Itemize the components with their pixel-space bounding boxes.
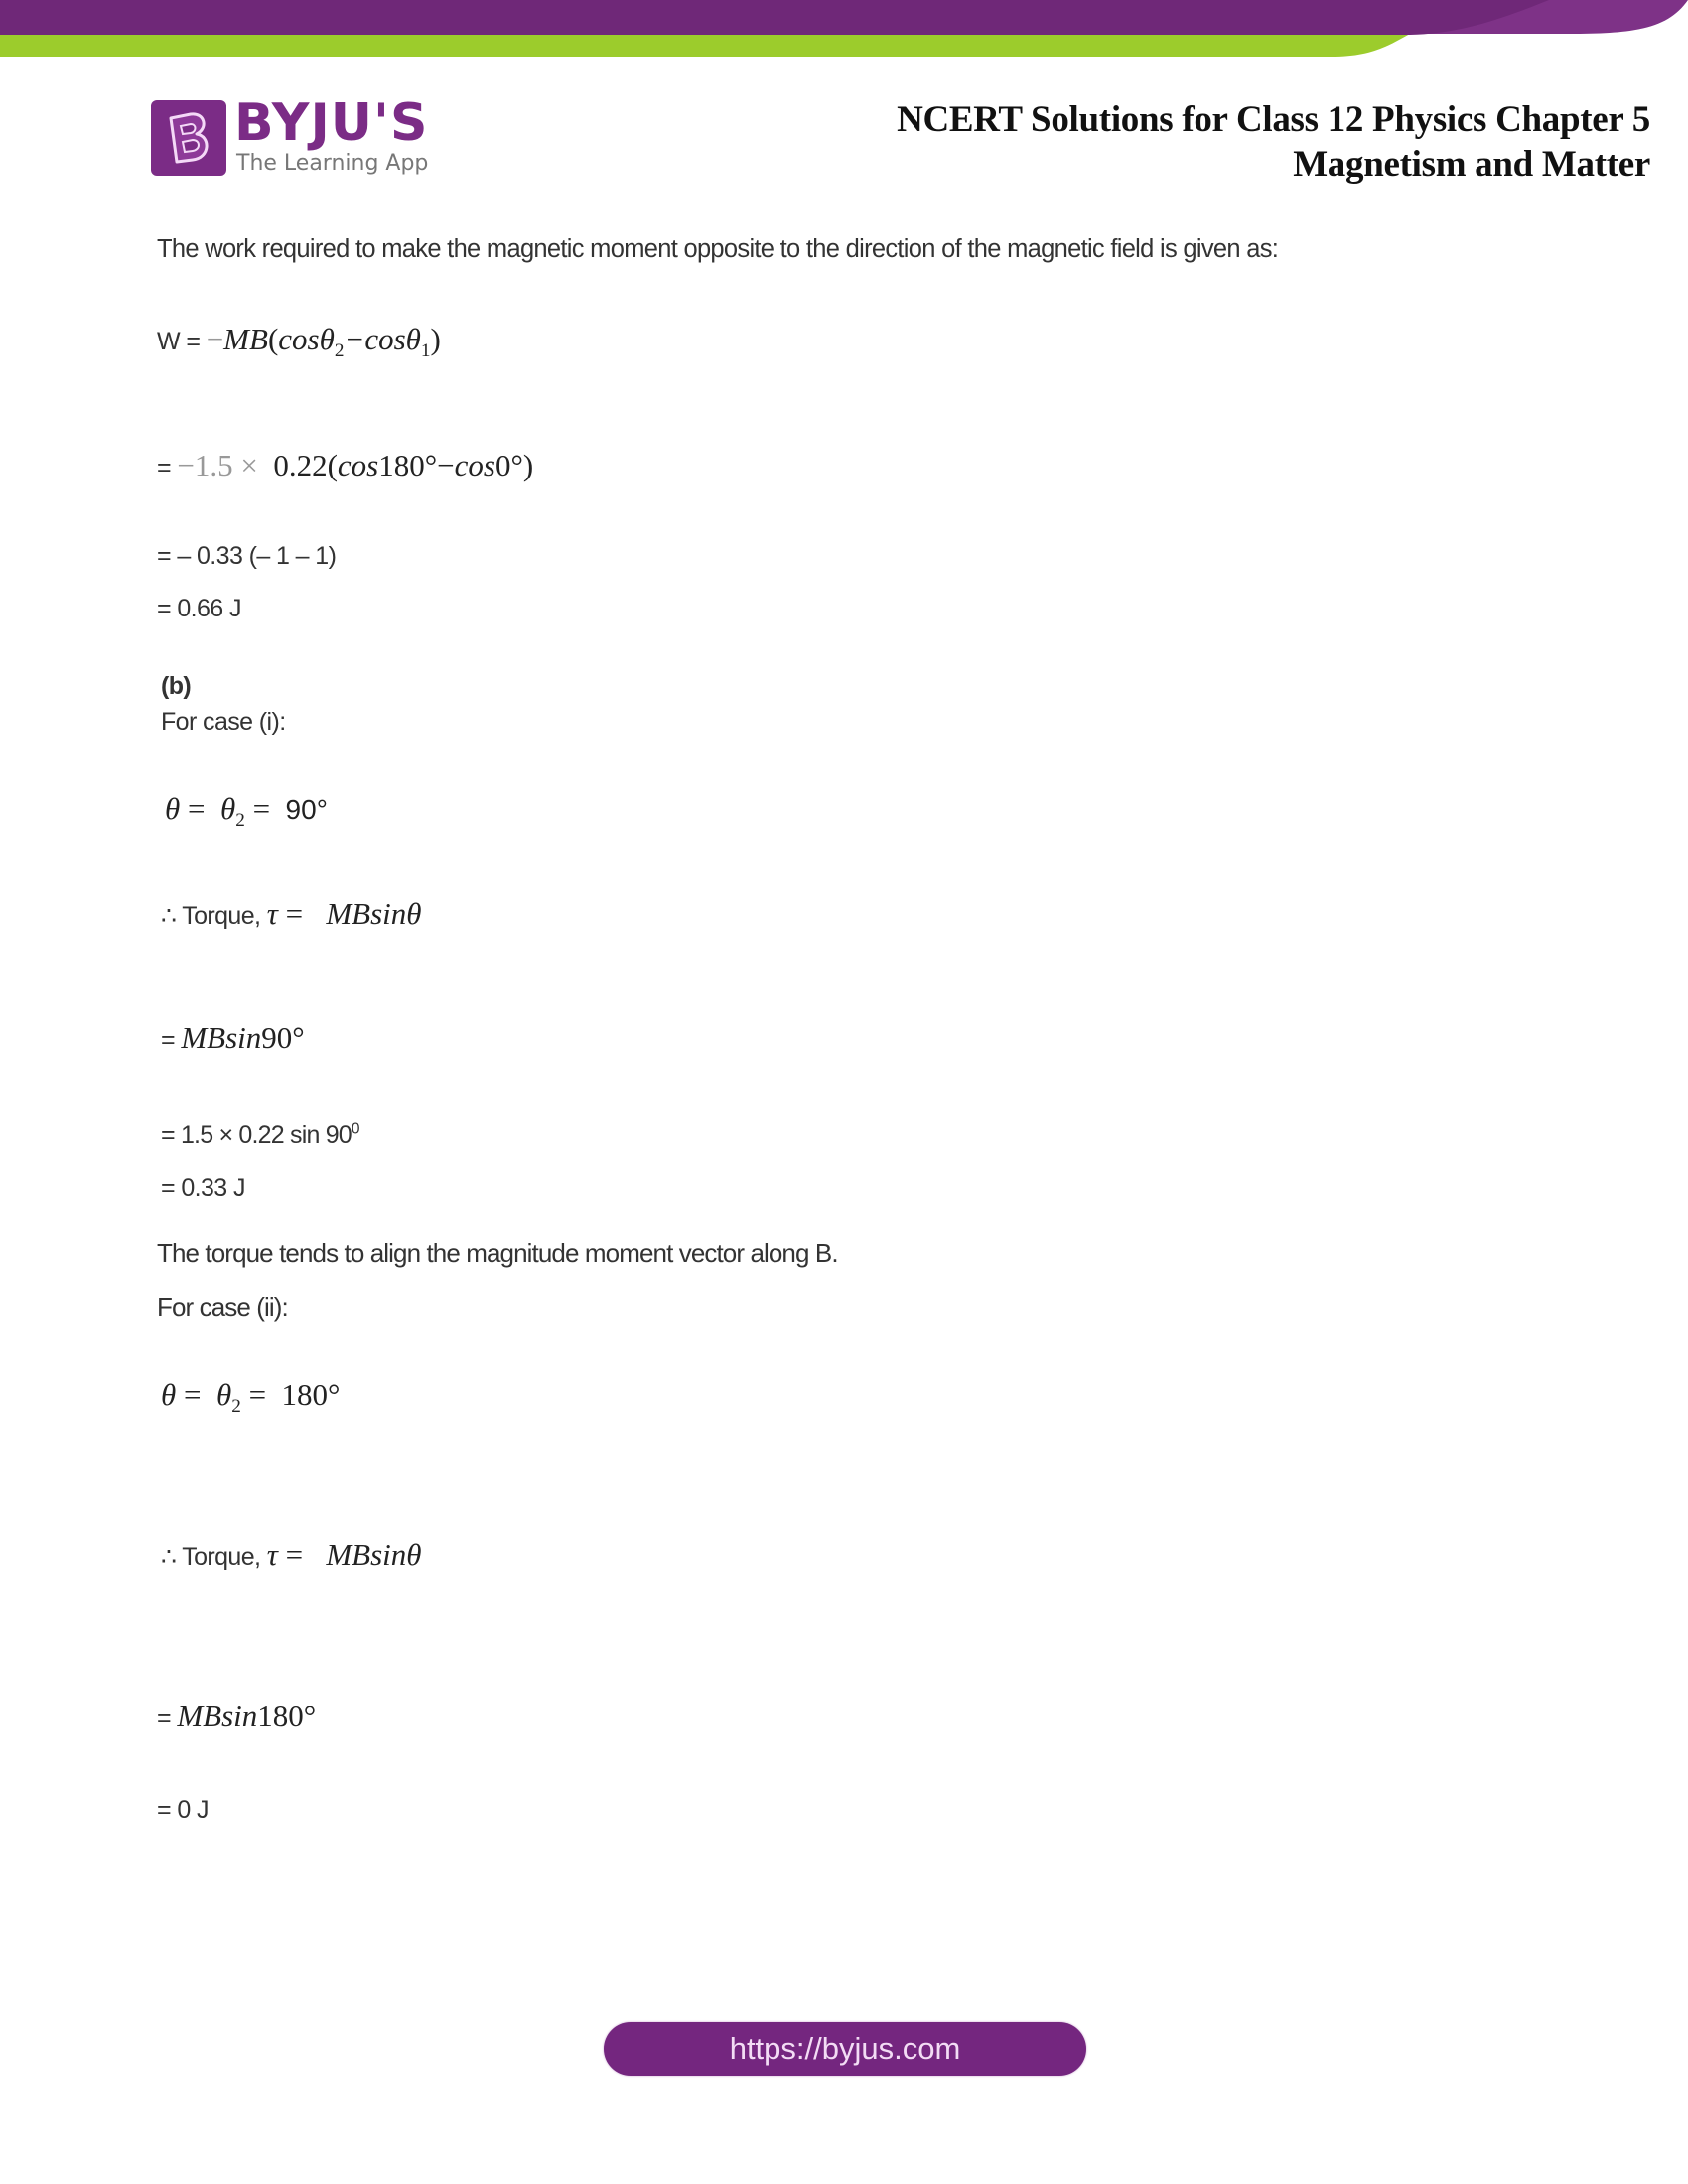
work-formula: −MB(cosθ$_2$−cosθ$_1$): [206, 322, 441, 362]
case-1-angle: $\theta = \theta_2 = 90^\circ$: [165, 791, 328, 832]
title-line-1: NCERT Solutions for Class 12 Physics Chapter 5: [897, 99, 1650, 140]
case-1-result: = 0.33 J: [161, 1174, 245, 1202]
case-1-label: For case (i):: [161, 708, 286, 736]
intro-text: The work required to make the magnetic moment opposite to the direction of the magnetic field is given as:: [157, 235, 1279, 263]
case-2-torque-sub: = MBsin180°: [157, 1699, 317, 1733]
work-step-2: = – 0.33 (– 1 – 1): [157, 542, 337, 570]
case-1-torque: ∴ Torque, τ = MBsinθ: [161, 896, 422, 931]
case-1-numeric: = 1.5 × 0.22 $\sin 90^0$: [161, 1120, 359, 1149]
brand-tagline: The Learning App: [236, 151, 429, 176]
header-banner: [0, 0, 1688, 69]
part-b-heading: (b): [161, 672, 192, 700]
brand-name: BYJU'S: [234, 93, 429, 153]
work-substitution: = −1.5 × 0.22(cos180°−cos0°): [157, 448, 534, 482]
torque-note: The torque tends to align the magnitude moment vector along B.: [157, 1238, 838, 1268]
byjus-logo-icon: [151, 100, 226, 176]
work-equation: [157, 322, 441, 362]
case-2-angle: $\theta = \theta_2 = 180^\circ$: [161, 1377, 341, 1418]
case-2-torque: ∴ Torque, τ = MBsinθ: [161, 1537, 422, 1571]
case-2-label: For case (ii):: [157, 1293, 288, 1322]
case-2-result: = 0 J: [157, 1796, 209, 1824]
work-result: = 0.66 J: [157, 595, 241, 622]
title-line-2: Magnetism and Matter: [1293, 144, 1650, 185]
footer-url-text: https://byjus.com: [729, 2031, 961, 2066]
page-title: [897, 97, 1650, 187]
case-1-torque-sub: = MBsin90°: [161, 1021, 305, 1055]
work-substitution-formula: −1.5 × 0.22(cos180°−cos0°): [177, 448, 534, 482]
footer-url-link[interactable]: [604, 2022, 1086, 2076]
work-label: W =: [157, 328, 207, 355]
